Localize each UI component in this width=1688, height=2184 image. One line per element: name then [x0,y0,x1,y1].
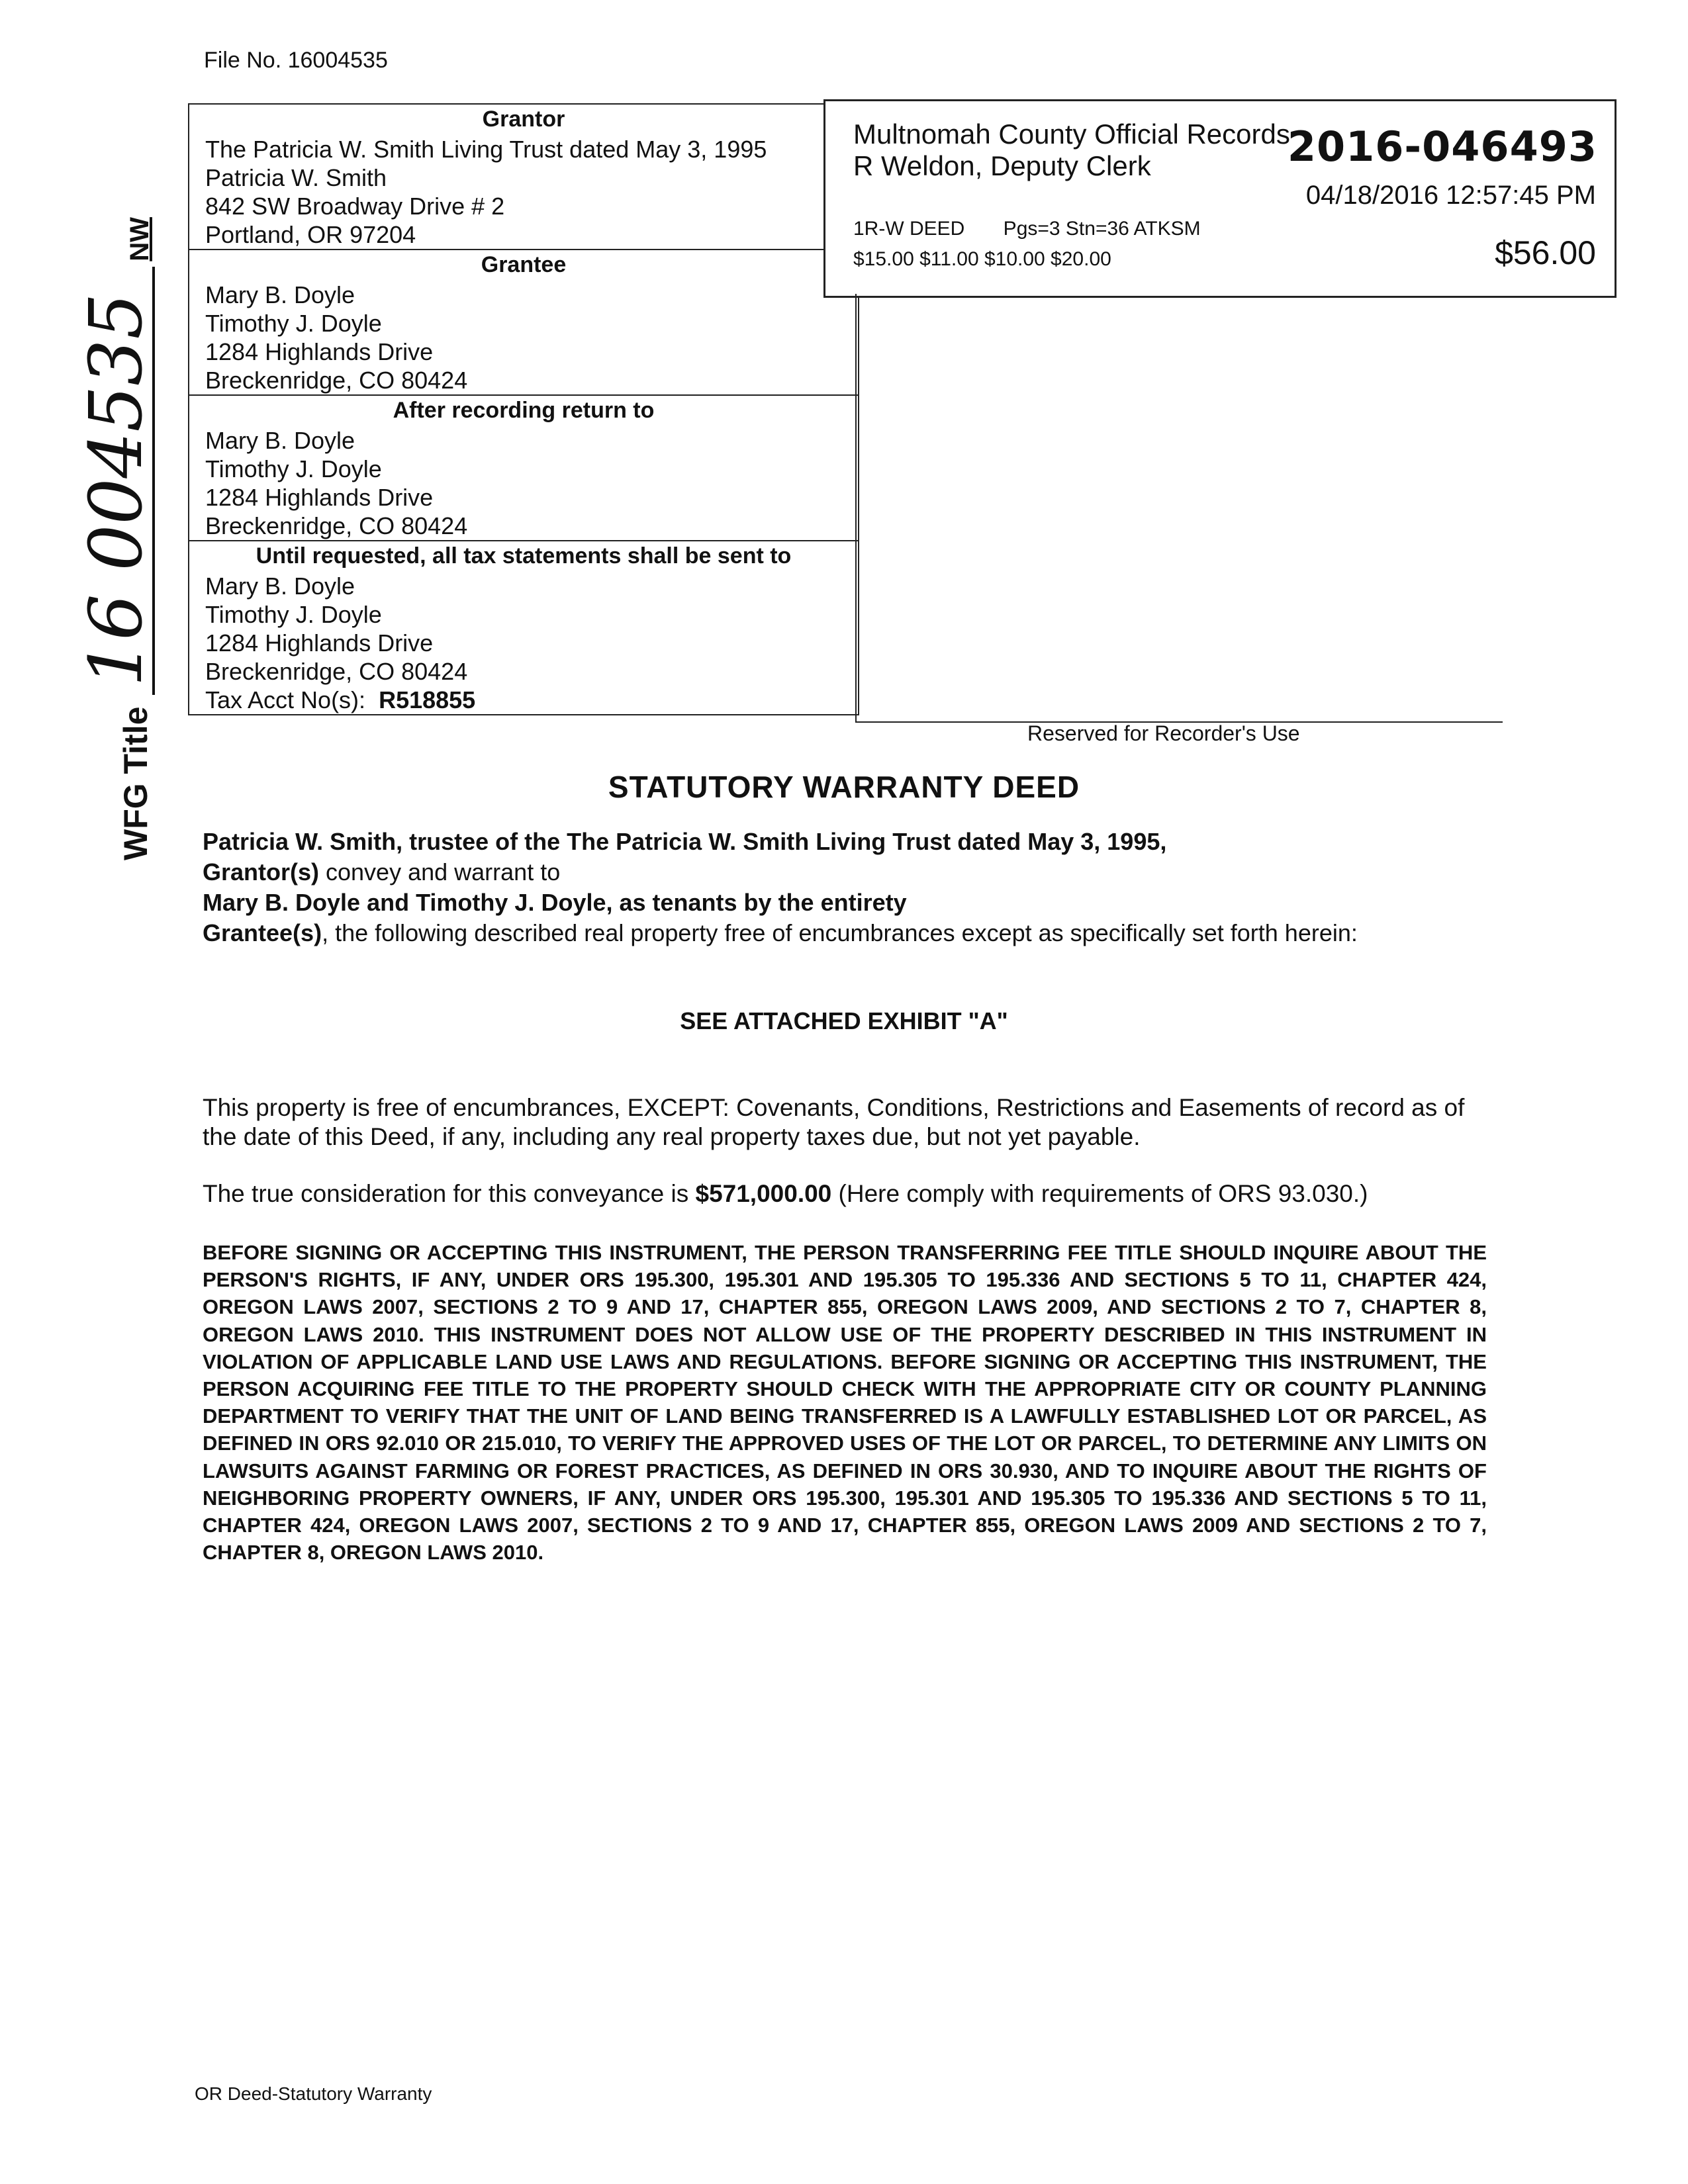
grantor-statement: Patricia W. Smith, trustee of the The Patricia W. Smith Living Trust dated May 3, 1995, [203,828,1167,855]
reserved-label: Reserved for Recorder's Use [1027,721,1300,745]
recording-number: 2016-046493 [1287,122,1597,171]
side-stamp-label: WFG Title [117,706,154,860]
encumbrance-paragraph: This property is free of encumbrances, EXCEPT: Covenants, Conditions, Restrictions and Easements of record as of the date of this Deed, if any, including any real property taxes due, but not yet payable. [203,1094,1465,1150]
file-number: File No. 16004535 [204,48,388,73]
grantee-line: Timothy J. Doyle [205,310,382,337]
reserved-divider-vertical [855,294,857,723]
grantee-line: 1284 Highlands Drive [205,338,434,365]
grantor-line: The Patricia W. Smith Living Trust dated May 3, 1995 [205,136,767,163]
recording-datetime: 04/18/2016 12:57:45 PM [1305,181,1596,210]
grantor-heading: Grantor [482,107,565,132]
tax-account-line [205,686,858,714]
return-to-heading: After recording return to [393,398,655,423]
grantee-line: Mary B. Doyle [205,281,355,308]
consideration-amount: $571,000.00 [695,1180,832,1207]
return-to-section [189,394,858,540]
recorder-office-name: Multnomah County Official Records [853,118,1290,150]
property-statement [203,919,1487,948]
consideration-suffix: (Here comply with requirements of ORS 93.030.) [831,1180,1368,1207]
tax-account-label: Tax Acct No(s): [205,686,366,713]
return-to-line: Breckenridge, CO 80424 [205,512,468,539]
side-title-stamp [73,217,158,860]
tax-statements-line: Timothy J. Doyle [205,601,382,628]
grantor-line: Portland, OR 97204 [205,221,416,248]
recorder-office [853,118,1290,182]
tax-statements-line: Breckenridge, CO 80424 [205,658,468,685]
tax-statements-heading: Until requested, all tax statements shall be sent to [256,543,792,569]
recording-deed-line: 1R-W DEED Pgs=3 Stn=36 ATKSM [853,218,1201,240]
grantor-line: 842 SW Broadway Drive # 2 [205,193,505,220]
recording-total: $56.00 [1495,234,1596,271]
grantor-line: Patricia W. Smith [205,164,387,191]
tax-statements-line: Mary B. Doyle [205,572,355,600]
recorder-stamp [823,99,1617,298]
grantee-statement: Mary B. Doyle and Timothy J. Doyle, as tenants by the entirety [203,889,907,916]
grantee-section [189,249,858,394]
recording-fees: $15.00 $11.00 $10.00 $20.00 [853,248,1111,270]
consideration-prefix: The true consideration for this conveyance is [203,1180,696,1207]
convey-label: Grantor(s) [203,858,320,886]
grantee-heading: Grantee [481,252,567,277]
side-stamp-file: 16 004535 [79,267,155,695]
return-to-line: Mary B. Doyle [205,427,355,454]
consideration-paragraph [203,1179,1487,1208]
form-footer: OR Deed-Statutory Warranty [195,2083,432,2104]
legal-notice: BEFORE SIGNING OR ACCEPTING THIS INSTRUMENT, THE PERSON TRANSFERRING FEE TITLE SHOULD INQUIRE ABOUT THE PERSON'S RIGHTS, IF ANY, UNDER ORS 195.300, 195.301 AND 195.305 TO 195.336 AND SECTIONS 5 TO 11, CHAPTER 424, OREGON LAWS 2007, SECTIONS 2 TO 9 AND 17, CHAPTER 855, OREGON LAWS 2009, AND SECTIONS 2 TO 7, CHAPTER 8, OREGON LAWS 2010. THIS INSTRUMENT DOES NOT ALLOW USE OF THE PROPERTY DESCRIBED IN THIS INSTRUMENT IN VIOLATION OF APPLICABLE LAND USE LAWS AND REGULATIONS. BEFORE SIGNING OR ACCEPTING THIS INSTRUMENT, THE PERSON ACQUIRING FEE TITLE TO THE PROPERTY SHOULD CHECK WITH THE APPROPRIATE CITY OR COUNTY PLANNING DEPARTMENT TO VERIFY THAT THE UNIT OF LAND BEING TRANSFERRED IS A LAWFULLY ESTABLISHED LOT OR PARCEL, AS DEFINED IN ORS 92.010 OR 215.010, TO VERIFY THE APPROVED USES OF THE LOT OR PARCEL, TO DETERMINE ANY LIMITS ON LAWSUITS AGAINST FARMING OR FOREST PRACTICES, AS DEFINED IN ORS 30.930, AND TO INQUIRE ABOUT THE RIGHTS OF NEIGHBORING PROPERTY OWNERS, IF ANY, UNDER ORS 195.300, 195.301 AND 195.305 TO 195.336 AND SECTIONS 5 TO 11, CHAPTER 424, OREGON LAWS 2007, SECTIONS 2 TO 9 AND 17, CHAPTER 855, OREGON LAWS 2009 AND SECTIONS 2 TO 7, CHAPTER 8, OREGON LAWS 2010. [203,1241,1487,1565]
recorder-clerk: R Weldon, Deputy Clerk [853,150,1151,181]
grantee-line: Breckenridge, CO 80424 [205,367,468,394]
tax-account-value: R518855 [379,686,476,713]
tax-statements-line: 1284 Highlands Drive [205,629,434,657]
address-table [188,103,859,715]
side-stamp-initials: NW [125,217,154,261]
convey-text: convey and warrant to [319,858,561,886]
grantor-section [189,105,858,249]
return-to-line: 1284 Highlands Drive [205,484,434,511]
tax-statements-section [189,540,858,714]
property-text: , the following described real property free of encumbrances except as specifically set forth herein: [322,919,1358,946]
exhibit-reference: SEE ATTACHED EXHIBIT "A" [680,1007,1008,1034]
convey-statement [203,858,1487,887]
return-to-line: Timothy J. Doyle [205,455,382,482]
property-label: Grantee(s) [203,919,322,946]
document-title: STATUTORY WARRANTY DEED [608,770,1080,804]
